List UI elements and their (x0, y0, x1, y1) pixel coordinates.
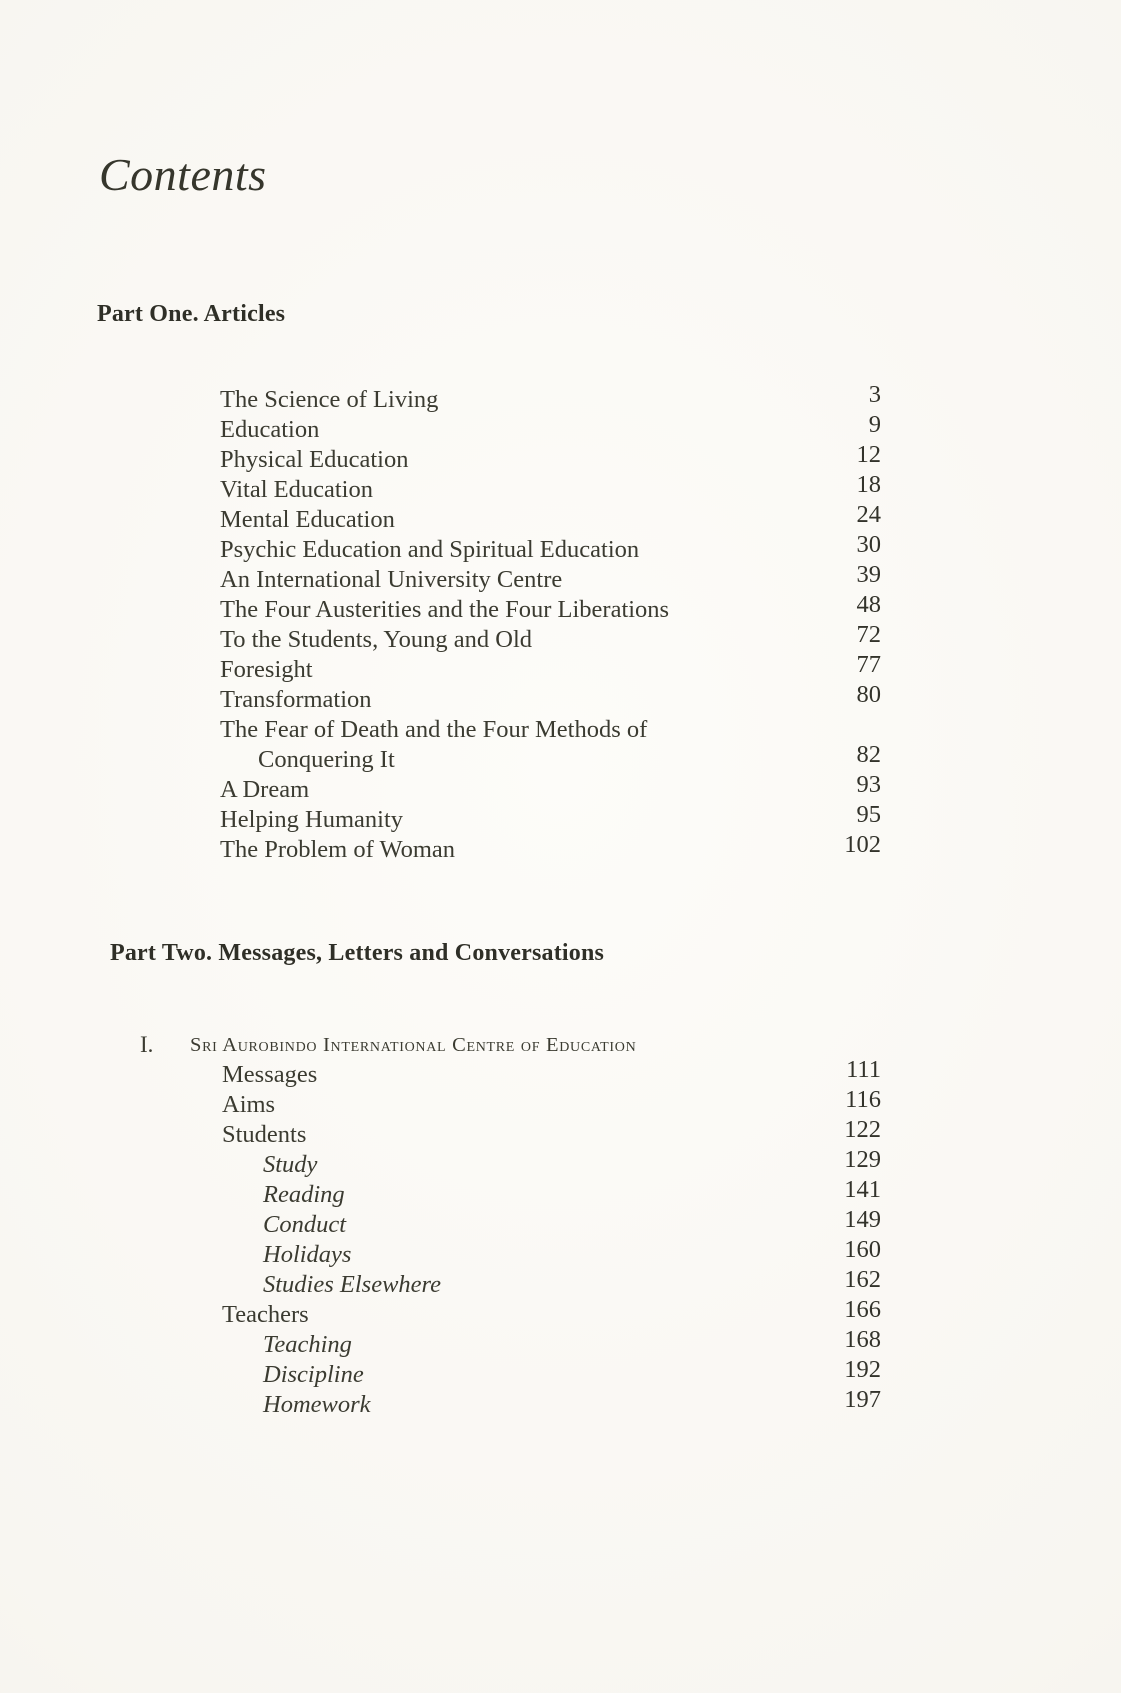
toc-entry-row[interactable] (0, 771, 1121, 805)
toc-entry-page-number: 168 (844, 1326, 881, 1353)
toc-entry-page-number: 18 (856, 471, 881, 498)
toc-entry-page-number: 30 (856, 531, 881, 558)
toc-entry-label: Conquering It (258, 746, 395, 773)
toc-entry-page-number: 166 (844, 1296, 881, 1323)
toc-entry-label: Psychic Education and Spiritual Education (220, 536, 640, 563)
toc-entry-label: Conduct (263, 1211, 347, 1238)
toc-entry-row[interactable] (0, 681, 1121, 715)
toc-entry-row[interactable] (0, 441, 1121, 475)
toc-entry-label: Teaching (263, 1331, 352, 1358)
toc-entry-page-number: 72 (856, 621, 881, 648)
toc-entry-row[interactable] (0, 1116, 1121, 1150)
toc-entry-label: Sri Aurobindo International Centre of Education (190, 1034, 637, 1056)
toc-entry-label: Homework (263, 1391, 371, 1418)
toc-entry-row[interactable] (0, 381, 1121, 415)
toc-entry-row[interactable] (0, 1056, 1121, 1090)
toc-entry-label: Aims (222, 1091, 276, 1118)
toc-entry-label: Studies Elsewhere (263, 1271, 442, 1298)
toc-entry-row[interactable] (0, 1206, 1121, 1240)
toc-entry-page-number: 80 (856, 681, 881, 708)
toc-entry-label: Helping Humanity (220, 806, 404, 833)
toc-entry-row[interactable] (0, 801, 1121, 835)
page-title: Contents (99, 149, 267, 200)
toc-entry-page-number: 12 (856, 441, 881, 468)
part-one-heading: Part One. Articles (97, 301, 286, 327)
toc-entry-label: Students (222, 1121, 307, 1148)
toc-entry-page-number: 149 (844, 1206, 881, 1233)
part-two-entry-list (0, 1030, 1121, 1420)
toc-entry-label: The Fear of Death and the Four Methods of (220, 716, 648, 743)
toc-entry-row[interactable] (0, 1356, 1121, 1390)
toc-entry-row[interactable] (0, 411, 1121, 445)
toc-entry-label: The Problem of Woman (220, 836, 456, 863)
toc-entry-page-number: 129 (844, 1146, 881, 1173)
toc-entry-row[interactable] (0, 1326, 1121, 1360)
toc-entry-label: The Science of Living (220, 386, 439, 413)
toc-entry-page-number: 82 (856, 741, 881, 768)
toc-entry-label: Foresight (220, 656, 313, 683)
toc-entry-page-number: 197 (844, 1386, 881, 1413)
toc-entry-label: The Four Austerities and the Four Liberations (220, 596, 670, 623)
toc-entry-row[interactable] (0, 1386, 1121, 1420)
toc-entry-row[interactable] (0, 621, 1121, 655)
toc-entry-page-number: 102 (844, 831, 881, 858)
toc-entry-row[interactable] (0, 1146, 1121, 1180)
toc-entry-label: Teachers (222, 1301, 309, 1328)
toc-entry-row[interactable] (0, 561, 1121, 595)
toc-entry-label: Holidays (263, 1241, 352, 1268)
toc-entry-row[interactable] (0, 1266, 1121, 1300)
toc-entry-row[interactable] (0, 651, 1121, 685)
toc-entry-row[interactable] (0, 1176, 1121, 1210)
toc-entry-label: Vital Education (220, 476, 373, 503)
toc-entry-label: A Dream (220, 776, 310, 803)
toc-entry-page-number: 77 (856, 651, 881, 678)
toc-entry-page-number: 48 (856, 591, 881, 618)
toc-entry-row[interactable] (0, 591, 1121, 625)
toc-entry-page-number: 24 (856, 501, 881, 528)
toc-entry-page-number: 95 (856, 801, 881, 828)
part-two-heading: Part Two. Messages, Letters and Conversations (110, 940, 605, 966)
toc-entry-label: Discipline (263, 1361, 364, 1388)
toc-entry-row[interactable] (0, 715, 1121, 745)
toc-entry-row[interactable] (0, 531, 1121, 565)
toc-entry-row[interactable] (0, 1296, 1121, 1330)
toc-entry-page-number: 111 (846, 1056, 881, 1083)
toc-entry-row[interactable] (0, 1086, 1121, 1120)
toc-entry-label: An International University Centre (220, 566, 563, 593)
toc-entry-label: Reading (263, 1181, 345, 1208)
toc-entry-row[interactable] (0, 831, 1121, 865)
toc-entry-label: Physical Education (220, 446, 409, 473)
toc-entry-page-number: 122 (844, 1116, 881, 1143)
part-one-entry-list (0, 381, 1121, 865)
toc-entry-row[interactable] (0, 501, 1121, 535)
toc-entry-page-number: 93 (856, 771, 881, 798)
toc-entry-label: Study (263, 1151, 318, 1178)
toc-entry-label: Mental Education (220, 506, 395, 533)
toc-entry-row[interactable] (0, 1030, 1121, 1060)
toc-entry-label: To the Students, Young and Old (220, 626, 533, 653)
toc-entry-label: Transformation (220, 686, 372, 713)
toc-entry-page-number: 160 (844, 1236, 881, 1263)
toc-entry-page-number: 3 (868, 381, 881, 408)
toc-entry-page-number: 116 (845, 1086, 881, 1113)
toc-entry-row[interactable] (0, 1236, 1121, 1270)
section-numeral: I. (140, 1032, 154, 1057)
toc-entry-page-number: 9 (868, 411, 881, 438)
toc-entry-row[interactable] (0, 471, 1121, 505)
toc-entry-label: Messages (222, 1061, 318, 1088)
toc-entry-row[interactable] (0, 741, 1121, 775)
toc-entry-page-number: 192 (844, 1356, 881, 1383)
toc-entry-page-number: 39 (856, 561, 881, 588)
toc-entry-label: Education (220, 416, 320, 443)
toc-entry-page-number: 162 (844, 1266, 881, 1293)
toc-entry-page-number: 141 (844, 1176, 881, 1203)
